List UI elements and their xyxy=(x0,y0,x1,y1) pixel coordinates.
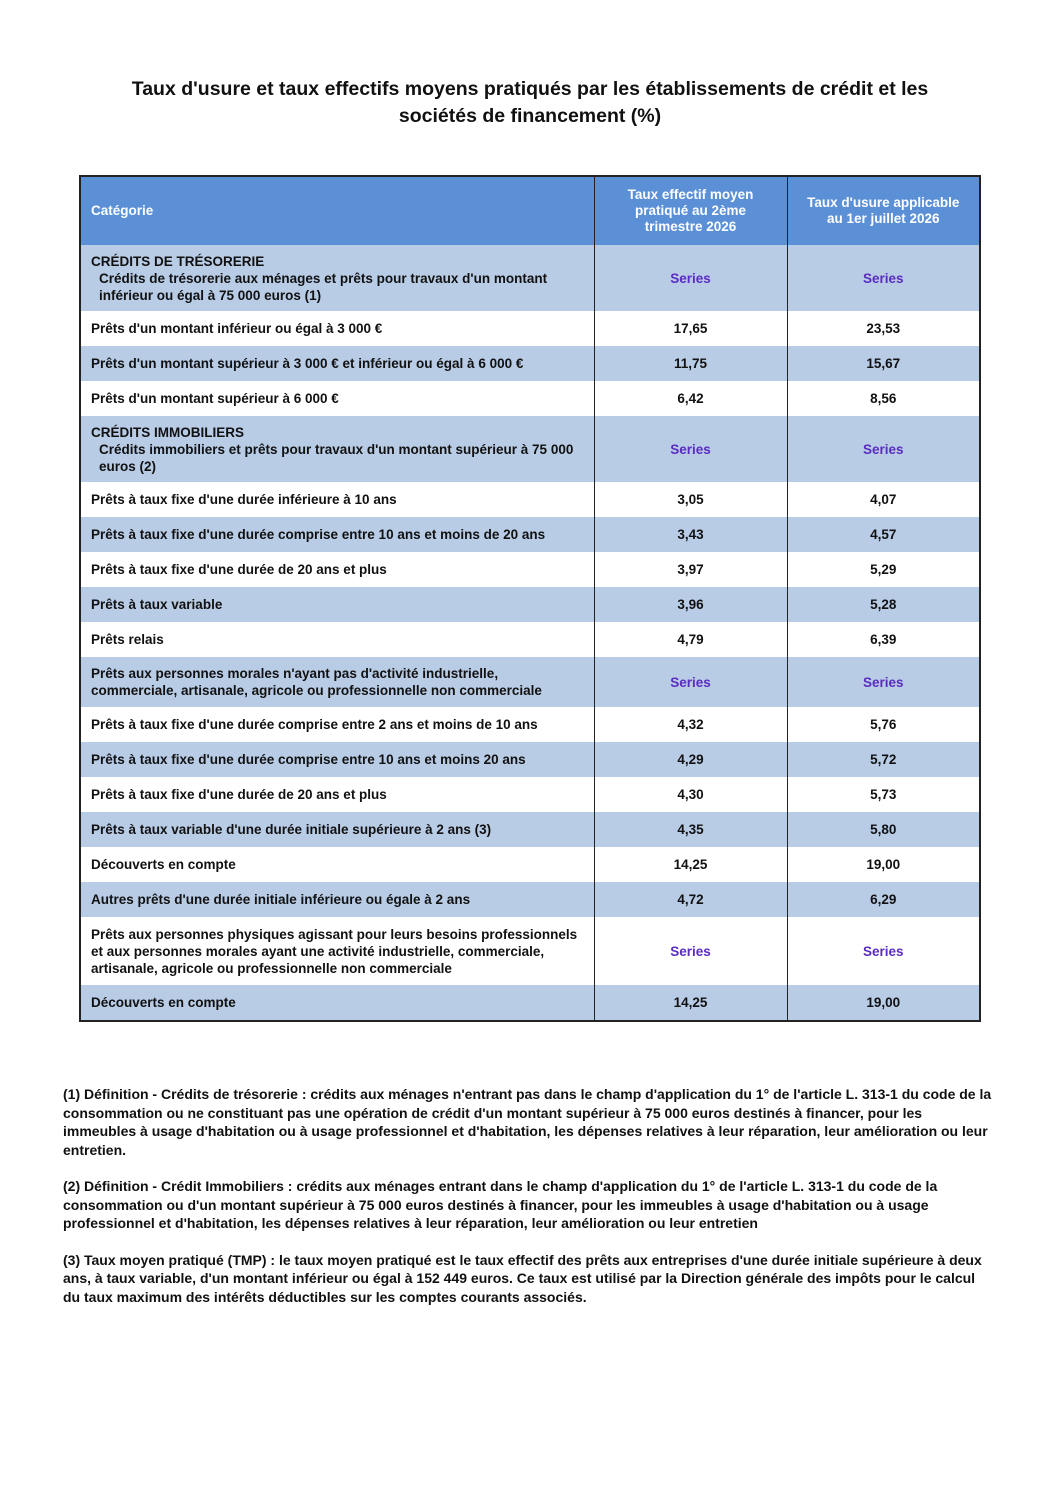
row-label: Autres prêts d'une durée initiale inférieure ou égale à 2 ans xyxy=(80,882,594,917)
table-row xyxy=(80,552,980,587)
teg-value: Series xyxy=(594,657,787,707)
table-row xyxy=(80,985,980,1021)
section-heading: CRÉDITS IMMOBILIERS xyxy=(91,424,245,440)
usure-value: Series xyxy=(787,917,980,985)
page-title xyxy=(40,76,1020,130)
footnote-1: (1) Définition - Crédits de trésorerie : crédits aux ménages n'entrant pas dans le champ d'application du 1° de l'article L. 313-1 du code de la consommation ou ne constituant pas une opération de crédit d'un montant supérieur à 75 000 euros destinés à financer, pour les immeubles à usage d'habitation ou à usage professionnel et d'habitation, les dépenses relatives à leur réparation, leur amélioration ou leur entretien. xyxy=(63,1086,992,1158)
row-label: Prêts aux personnes morales n'ayant pas d'activité industrielle, commerciale, artisanale, agricole ou professionnelle non commerciale xyxy=(80,657,594,707)
footnote-2: (2) Définition - Crédit Immobiliers : crédits aux ménages entrant dans le champ d'application du 1° de l'article L. 313-1 du code de la consommation ou d'un montant supérieur à 75 000 euros destinés à financer, pour les immeubles à usage d'habitation ou à usage professionnel et d'habitation, les dépenses relatives à leur réparation, leur amélioration ou leur entretien xyxy=(63,1178,938,1231)
usure-value: 23,53 xyxy=(787,311,980,346)
teg-value: 14,25 xyxy=(594,847,787,882)
header-teg: Taux effectif moyen pratiqué au 2ème trimestre 2026 xyxy=(594,176,787,245)
rates-table-container xyxy=(79,175,979,1022)
teg-value: 17,65 xyxy=(594,311,787,346)
row-label: Prêts à taux fixe d'une durée comprise entre 10 ans et moins 20 ans xyxy=(80,742,594,777)
section-description: Crédits de trésorerie aux ménages et prêts pour travaux d'un montant inférieur ou égal à 75 000 euros (1) xyxy=(99,270,548,303)
row-label: Prêts d'un montant inférieur ou égal à 3 000 € xyxy=(80,311,594,346)
table-row xyxy=(80,882,980,917)
usure-value: 5,76 xyxy=(787,707,980,742)
table-row xyxy=(80,587,980,622)
usure-value: 6,39 xyxy=(787,622,980,657)
usure-value: 5,28 xyxy=(787,587,980,622)
usure-value: 5,73 xyxy=(787,777,980,812)
table-row xyxy=(80,812,980,847)
table-row xyxy=(80,517,980,552)
table-row xyxy=(80,777,980,812)
usure-value: 5,80 xyxy=(787,812,980,847)
row-label xyxy=(80,245,594,311)
section-description: Crédits immobiliers et prêts pour travaux d'un montant supérieur à 75 000 euros (2) xyxy=(99,441,574,474)
teg-value: 4,29 xyxy=(594,742,787,777)
teg-value: 4,32 xyxy=(594,707,787,742)
row-label: Prêts à taux fixe d'une durée comprise entre 2 ans et moins de 10 ans xyxy=(80,707,594,742)
table-row xyxy=(80,657,980,707)
table-row xyxy=(80,917,980,985)
row-label: Découverts en compte xyxy=(80,847,594,882)
teg-value: 4,35 xyxy=(594,812,787,847)
row-label: Prêts aux personnes physiques agissant pour leurs besoins professionnels et aux personnes morales ayant une activité industrielle, commerciale, artisanale, agricole ou professionnelle non commerciale xyxy=(80,917,594,985)
teg-value: Series xyxy=(594,416,787,482)
teg-value: 3,96 xyxy=(594,587,787,622)
teg-value: 3,05 xyxy=(594,482,787,517)
table-row xyxy=(80,245,980,311)
row-label: Découverts en compte xyxy=(80,985,594,1021)
usure-value: Series xyxy=(787,657,980,707)
usure-value: 6,29 xyxy=(787,882,980,917)
teg-value: 3,43 xyxy=(594,517,787,552)
table-row xyxy=(80,381,980,416)
table-row xyxy=(80,742,980,777)
rates-table xyxy=(79,175,981,1022)
teg-value: 11,75 xyxy=(594,346,787,381)
table-row xyxy=(80,482,980,517)
row-label: Prêts d'un montant supérieur à 3 000 € et inférieur ou égal à 6 000 € xyxy=(80,346,594,381)
usure-value: 19,00 xyxy=(787,985,980,1021)
teg-value: Series xyxy=(594,245,787,311)
usure-value: 8,56 xyxy=(787,381,980,416)
table-row xyxy=(80,416,980,482)
table-row xyxy=(80,707,980,742)
teg-value: 4,79 xyxy=(594,622,787,657)
row-label: Prêts à taux variable d'une durée initiale supérieure à 2 ans (3) xyxy=(80,812,594,847)
usure-value: Series xyxy=(787,416,980,482)
usure-value: 4,57 xyxy=(787,517,980,552)
footnote-3: (3) Taux moyen pratiqué (TMP) : le taux moyen pratiqué est le taux effectif des prêts aux entreprises d'une durée initiale supérieure à deux ans, à taux variable, d'un montant inférieur ou égal à 152 449 euros. Ce taux est utilisé par la Direction générale des impôts pour le calcul du taux maximum des intérêts déductibles sur les comptes courants associés. xyxy=(63,1251,982,1305)
footnotes xyxy=(63,1085,993,1324)
usure-value: 4,07 xyxy=(787,482,980,517)
row-label xyxy=(80,416,594,482)
table-row xyxy=(80,847,980,882)
usure-value: 5,29 xyxy=(787,552,980,587)
table-row xyxy=(80,311,980,346)
header-usure: Taux d'usure applicable au 1er juillet 2026 xyxy=(787,176,980,245)
teg-value: 4,72 xyxy=(594,882,787,917)
teg-value: 14,25 xyxy=(594,985,787,1021)
teg-value: 3,97 xyxy=(594,552,787,587)
row-label: Prêts à taux fixe d'une durée de 20 ans et plus xyxy=(80,552,594,587)
teg-value: Series xyxy=(594,917,787,985)
table-row xyxy=(80,346,980,381)
usure-value: 15,67 xyxy=(787,346,980,381)
title-line-1: Taux d'usure et taux effectifs moyens pratiqués par les établissements de crédit et les xyxy=(131,78,929,100)
usure-value: Series xyxy=(787,245,980,311)
header-category: Catégorie xyxy=(80,176,594,245)
title-line-2: sociétés de financement (%) xyxy=(398,105,662,127)
row-label: Prêts d'un montant supérieur à 6 000 € xyxy=(80,381,594,416)
table-row xyxy=(80,622,980,657)
table-header-row xyxy=(80,176,980,245)
row-label: Prêts à taux fixe d'une durée comprise entre 10 ans et moins de 20 ans xyxy=(80,517,594,552)
row-label: Prêts relais xyxy=(80,622,594,657)
section-heading: CRÉDITS DE TRÉSORERIE xyxy=(91,253,265,269)
teg-value: 4,30 xyxy=(594,777,787,812)
usure-value: 5,72 xyxy=(787,742,980,777)
row-label: Prêts à taux variable xyxy=(80,587,594,622)
row-label: Prêts à taux fixe d'une durée inférieure à 10 ans xyxy=(80,482,594,517)
row-label: Prêts à taux fixe d'une durée de 20 ans et plus xyxy=(80,777,594,812)
teg-value: 6,42 xyxy=(594,381,787,416)
usure-value: 19,00 xyxy=(787,847,980,882)
